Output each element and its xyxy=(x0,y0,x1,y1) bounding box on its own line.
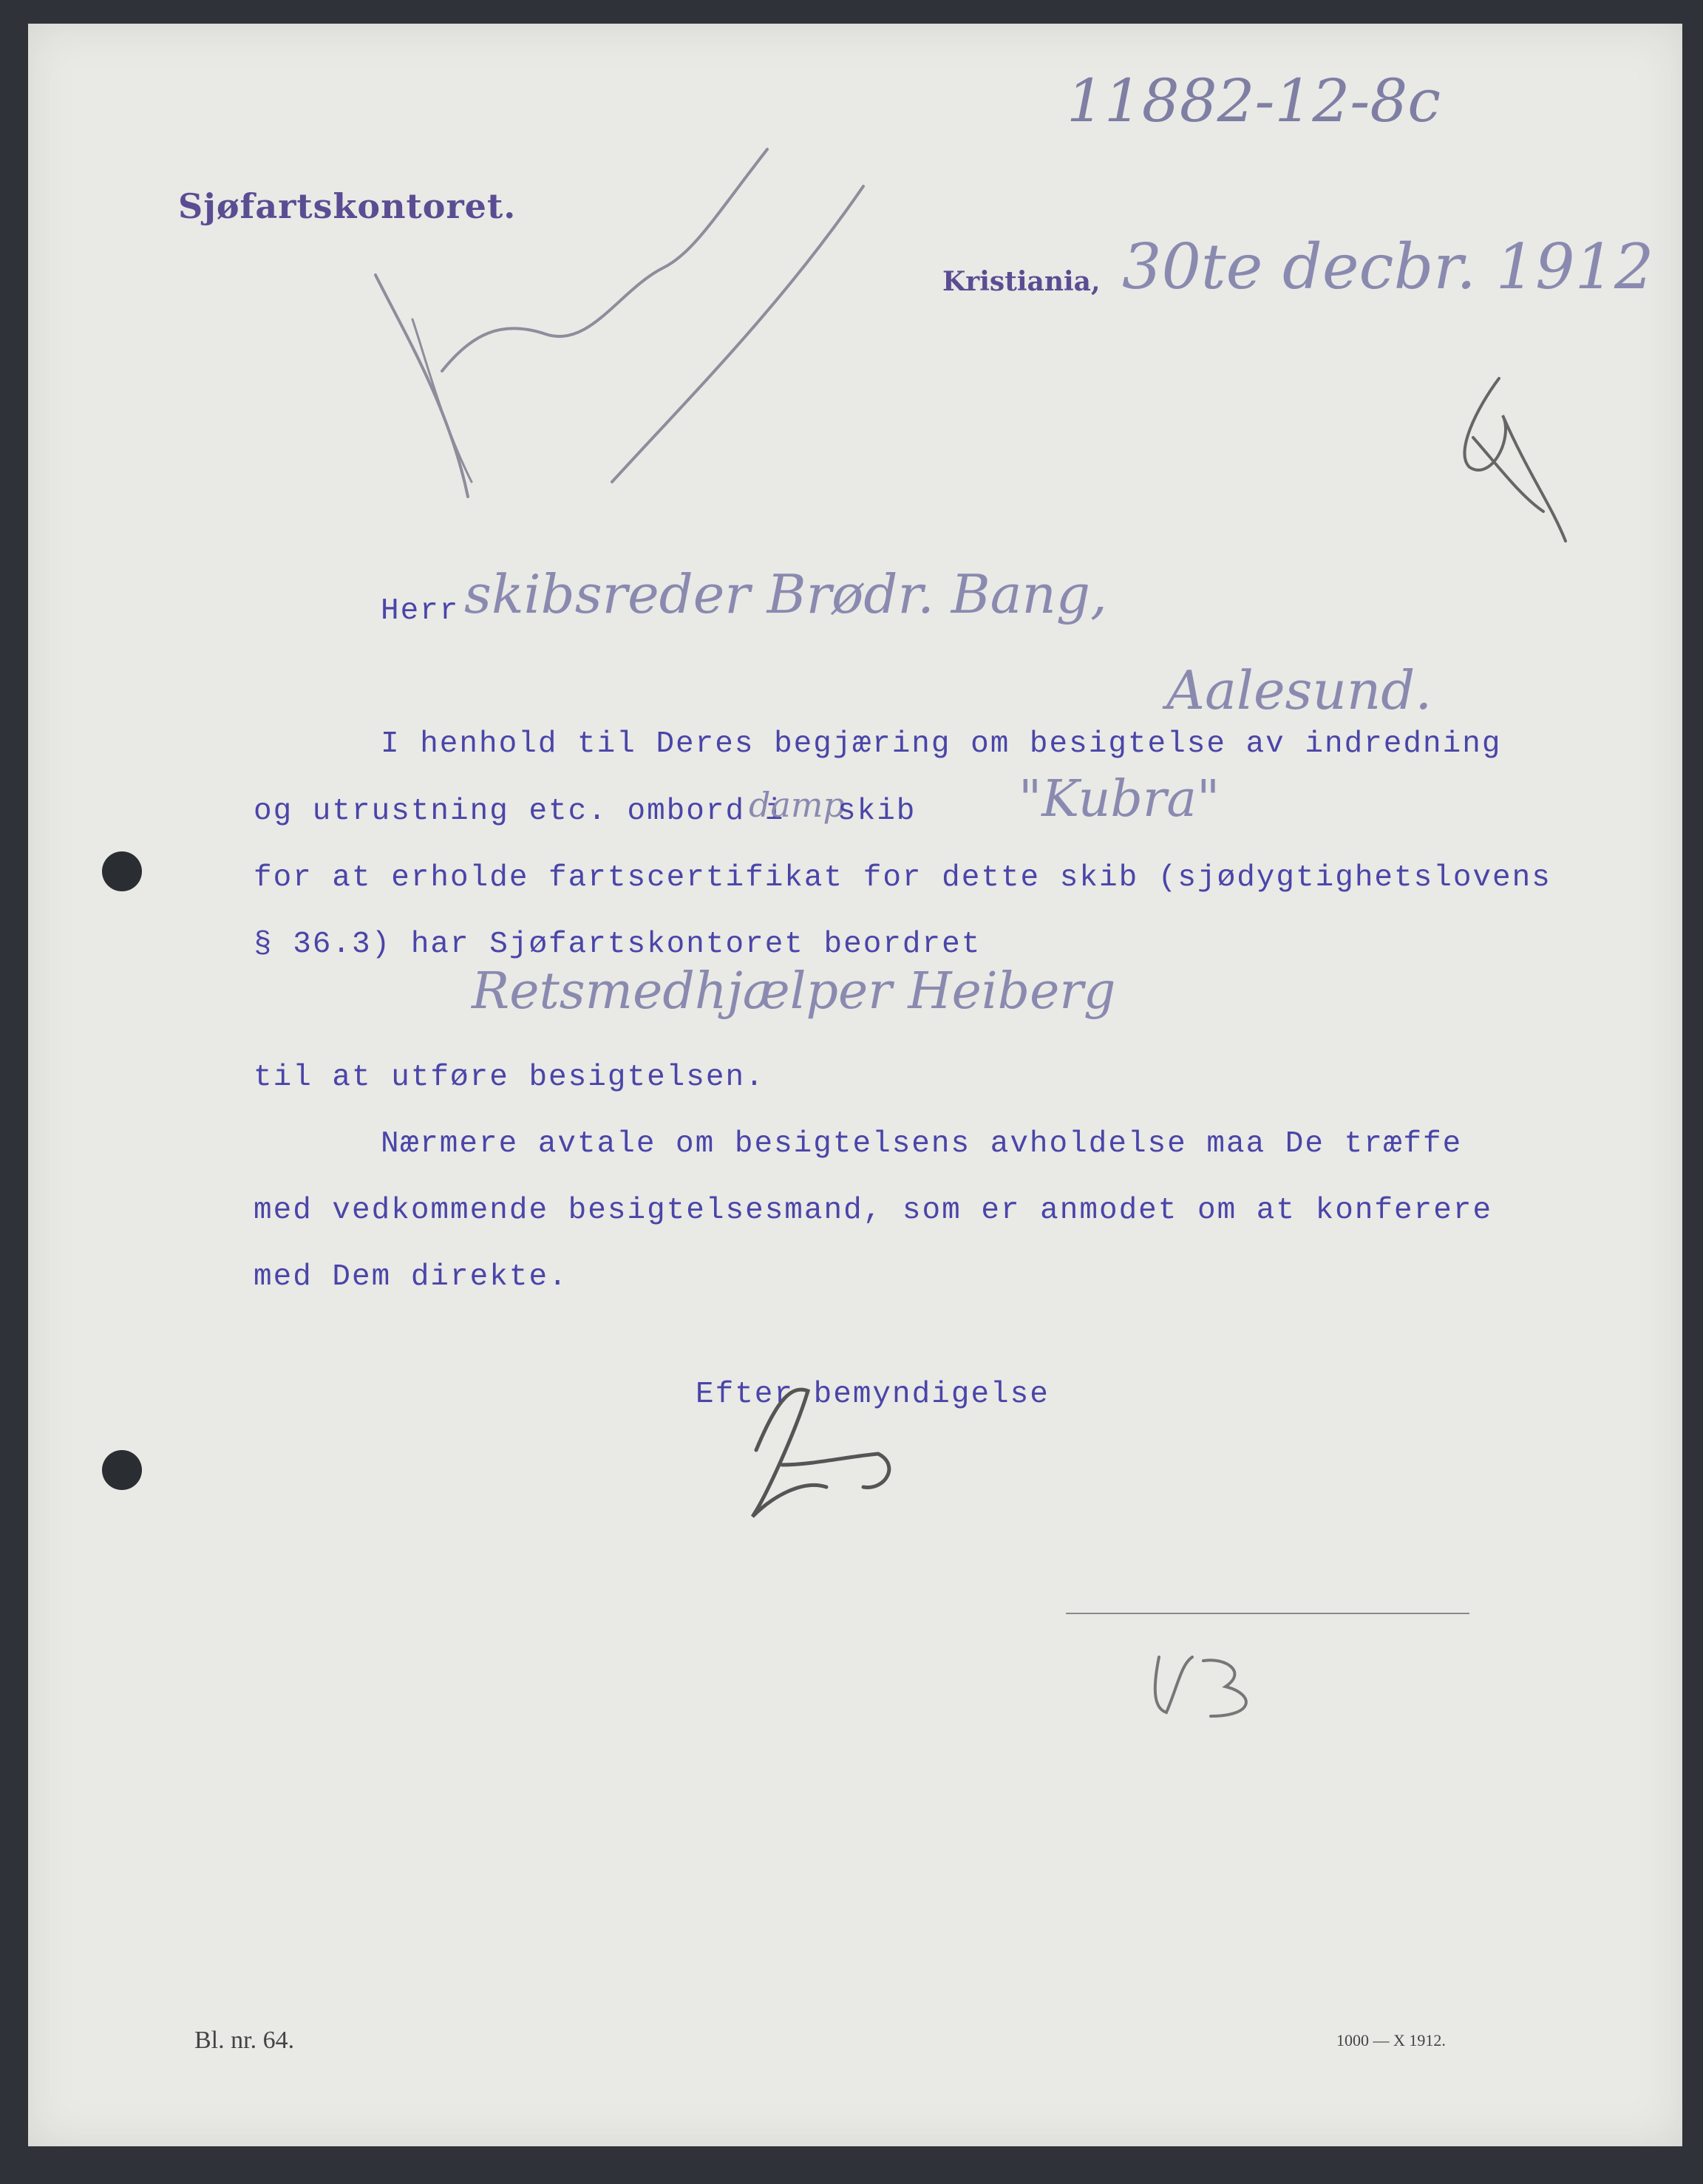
addressee-city-handwritten: Aalesund. xyxy=(1166,659,1432,721)
body-line-5: til at utføre besigtelsen. xyxy=(254,1061,765,1095)
signature-line xyxy=(1066,1613,1469,1614)
body-line-8: med Dem direkte. xyxy=(254,1260,568,1294)
reference-number: 11882-12-8c xyxy=(1067,67,1441,135)
body-line-4: § 36.3) har Sjøfartskontoret beordret xyxy=(254,928,982,962)
body-line-3: for at erholde fartscertifikat for dette skib (sjødygtighetslovens xyxy=(254,861,1551,895)
inspector-handwritten: Retsmedhjælper Heiberg xyxy=(472,962,1116,1021)
letterhead: Sjøfartskontoret. xyxy=(178,186,517,226)
body-line-2b: skib xyxy=(837,795,917,829)
salutation: Herr xyxy=(381,594,460,628)
closing-phrase: Efter bemyndigelse xyxy=(696,1378,1050,1412)
vessel-type-handwritten: damp xyxy=(749,785,845,825)
body-line-6: Nærmere avtale om besigtelsens avholdelse maa De træffe xyxy=(381,1127,1463,1161)
document-page xyxy=(28,24,1682,2146)
body-line-1: I henhold til Deres begjæring om besigtelse av indredning xyxy=(381,727,1502,761)
body-line-7: med vedkommende besigtelsesmand, som er anmodet om at konferere xyxy=(254,1194,1493,1228)
addressee-handwritten: skibsreder Brødr. Bang, xyxy=(464,563,1107,625)
place-name: Kristiania, xyxy=(942,266,1101,297)
date-handwritten: 30te decbr. 1912 xyxy=(1122,231,1654,303)
form-number: Bl. nr. 64. xyxy=(194,2027,295,2054)
ship-name-handwritten: "Kubra" xyxy=(1019,770,1220,829)
print-run: 1000 — X 1912. xyxy=(1336,2031,1446,2049)
body-line-2a: og utrustning etc. ombord i xyxy=(254,795,785,829)
